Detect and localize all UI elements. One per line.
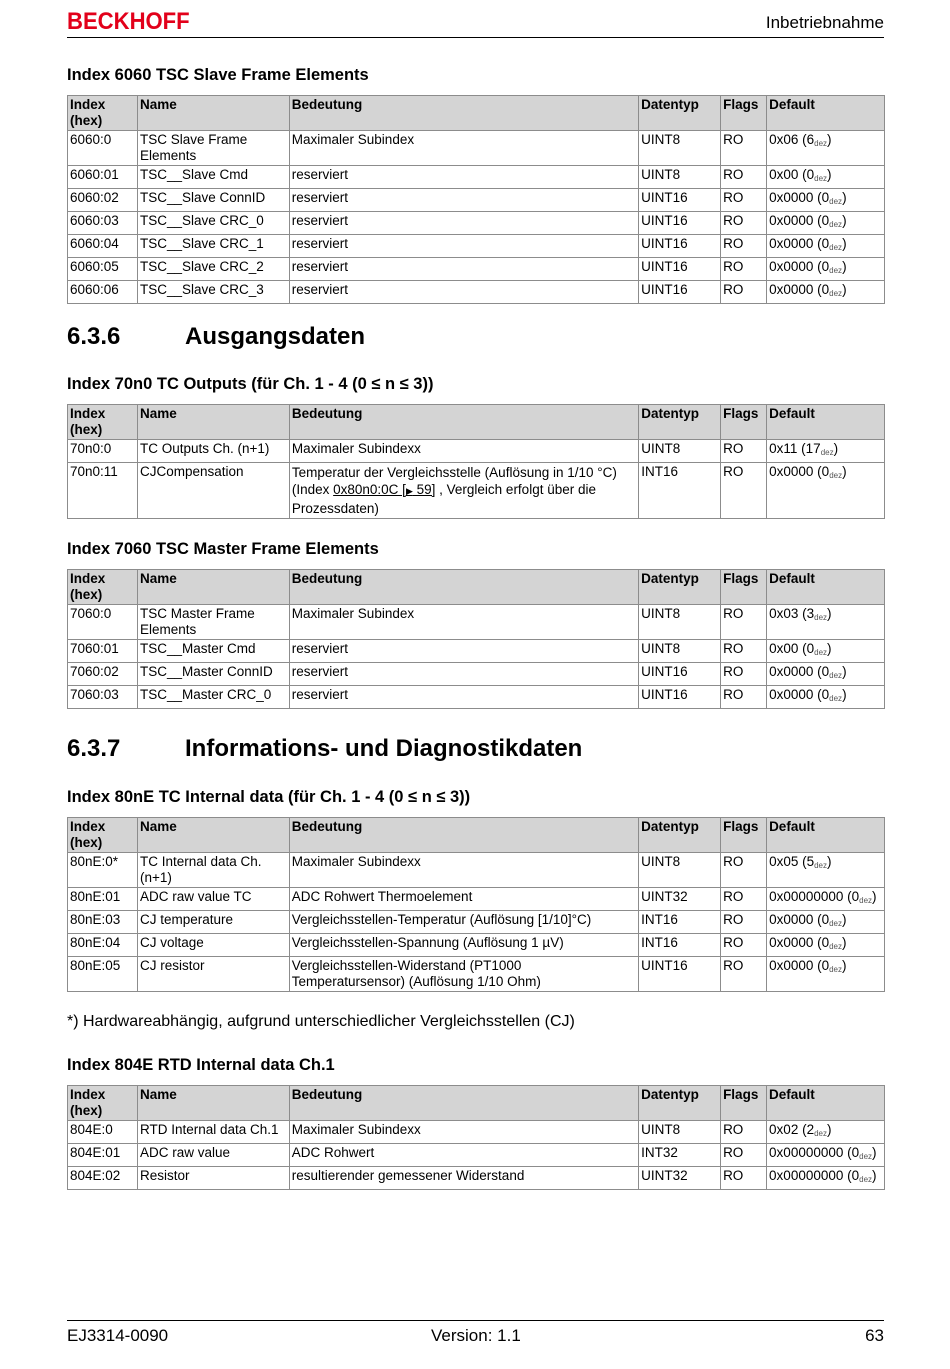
cell-desc xyxy=(289,463,638,519)
default-value: 0x06 (6 xyxy=(769,132,815,147)
col-name: Name xyxy=(137,96,289,131)
table-row xyxy=(68,853,885,888)
table-header-row xyxy=(68,96,885,131)
cell-default xyxy=(767,888,885,911)
cell-default xyxy=(767,1144,885,1167)
cell-name: TSC Master Frame Elements xyxy=(137,605,289,640)
section-heading-diagnostikdaten xyxy=(67,735,582,763)
default-value: 0x0000 (0 xyxy=(769,687,830,702)
table-header-row xyxy=(68,1086,885,1121)
footer-version: Version: 1.1 xyxy=(431,1326,521,1345)
default-close: ) xyxy=(842,935,847,950)
default-value: 0x00 (0 xyxy=(769,167,815,182)
section-title: Informations- und Diagnostikdaten xyxy=(185,735,583,762)
cell-default xyxy=(767,663,885,686)
col-default: Default xyxy=(767,818,885,853)
table-row xyxy=(68,281,885,304)
col-name: Name xyxy=(137,1086,289,1121)
col-name: Name xyxy=(137,405,289,440)
default-close: ) xyxy=(872,1168,877,1183)
cell-default xyxy=(767,1121,885,1144)
table-6060 xyxy=(67,95,885,304)
table-row xyxy=(68,663,885,686)
cell-type: UINT32 xyxy=(639,1167,721,1190)
cell-default xyxy=(767,686,885,709)
table-row xyxy=(68,640,885,663)
cell-name: TSC__Slave CRC_0 xyxy=(137,212,289,235)
col-bedeutung: Bedeutung xyxy=(289,405,638,440)
default-unit: dez xyxy=(814,613,828,622)
footer-divider xyxy=(67,1320,884,1321)
col-datentyp: Datentyp xyxy=(639,570,721,605)
cell-flags: RO xyxy=(721,281,767,304)
table-header-row xyxy=(68,570,885,605)
table2-title: Index 70n0 TC Outputs (für Ch. 1 - 4 (0 ≤ n ≤ 3)) xyxy=(67,375,434,393)
index-link[interactable] xyxy=(333,482,435,497)
footer-document-id: EJ3314-0090 xyxy=(67,1326,169,1345)
cell-flags: RO xyxy=(721,212,767,235)
cell-flags: RO xyxy=(721,957,767,992)
default-close: ) xyxy=(827,606,832,621)
default-unit: dez xyxy=(829,965,843,974)
cell-index: 6060:06 xyxy=(68,281,138,304)
cell-index: 70n0:0 xyxy=(68,440,138,463)
cell-flags: RO xyxy=(721,663,767,686)
table-804E xyxy=(67,1085,885,1190)
cell-name: TSC Slave Frame Elements xyxy=(137,131,289,166)
cell-desc: resultierender gemessener Widerstand xyxy=(289,1167,638,1190)
col-index: Index (hex) xyxy=(68,405,138,440)
col-index: Index (hex) xyxy=(68,1086,138,1121)
default-close: ) xyxy=(842,687,847,702)
cell-index: 6060:0 xyxy=(68,131,138,166)
default-unit: dez xyxy=(820,448,834,457)
table-row xyxy=(68,957,885,992)
cell-flags: RO xyxy=(721,640,767,663)
default-value: 0x02 (2 xyxy=(769,1122,815,1137)
cell-index: 80nE:0* xyxy=(68,853,138,888)
default-close: ) xyxy=(827,132,832,147)
default-unit: dez xyxy=(829,694,843,703)
cell-name: TC Internal data Ch. (n+1) xyxy=(137,853,289,888)
default-close: ) xyxy=(827,167,832,182)
table-header-row xyxy=(68,405,885,440)
col-flags: Flags xyxy=(721,405,767,440)
cell-index: 6060:05 xyxy=(68,258,138,281)
default-value: 0x0000 (0 xyxy=(769,259,830,274)
cell-default xyxy=(767,605,885,640)
default-value: 0x11 (17 xyxy=(769,441,821,456)
cell-type: UINT16 xyxy=(639,189,721,212)
table-row xyxy=(68,686,885,709)
col-bedeutung: Bedeutung xyxy=(289,1086,638,1121)
cell-type: UINT8 xyxy=(639,853,721,888)
cell-type: INT16 xyxy=(639,911,721,934)
default-unit: dez xyxy=(829,942,843,951)
col-index: Index (hex) xyxy=(68,818,138,853)
default-close: ) xyxy=(842,282,847,297)
default-value: 0x00000000 (0 xyxy=(769,1168,860,1183)
desc-text: Temperatur der Vergleichsstelle (Auflösung in 1/10 °C) xyxy=(291,465,617,480)
cell-name: TSC__Slave ConnID xyxy=(137,189,289,212)
default-close: ) xyxy=(872,889,877,904)
section-number: 6.3.7 xyxy=(67,735,121,762)
cell-type: INT32 xyxy=(639,1144,721,1167)
cell-flags: RO xyxy=(721,440,767,463)
cell-flags: RO xyxy=(721,686,767,709)
default-close: ) xyxy=(842,190,847,205)
cell-type: UINT16 xyxy=(639,663,721,686)
col-flags: Flags xyxy=(721,818,767,853)
desc-text: (Index xyxy=(291,482,334,497)
cell-type: UINT16 xyxy=(639,686,721,709)
cell-type: UINT8 xyxy=(639,131,721,166)
cell-desc: reserviert xyxy=(289,686,638,709)
desc-text: , Vergleich erfolgt über die Prozessdaten) xyxy=(291,482,596,516)
table-row xyxy=(68,463,885,519)
col-name: Name xyxy=(137,570,289,605)
table-row xyxy=(68,934,885,957)
cell-type: INT16 xyxy=(639,463,721,519)
col-datentyp: Datentyp xyxy=(639,1086,721,1121)
arrow-right-icon: ▶ xyxy=(405,486,413,496)
default-unit: dez xyxy=(829,471,843,480)
table-header-row xyxy=(68,818,885,853)
cell-flags: RO xyxy=(721,131,767,166)
cell-flags: RO xyxy=(721,166,767,189)
default-close: ) xyxy=(842,236,847,251)
table-row xyxy=(68,235,885,258)
cell-type: UINT16 xyxy=(639,957,721,992)
table3-title: Index 7060 TSC Master Frame Elements xyxy=(67,540,379,558)
cell-index: 804E:01 xyxy=(68,1144,138,1167)
cell-default xyxy=(767,131,885,166)
cell-flags: RO xyxy=(721,934,767,957)
col-datentyp: Datentyp xyxy=(639,405,721,440)
cell-default xyxy=(767,934,885,957)
default-unit: dez xyxy=(859,1175,873,1184)
default-unit: dez xyxy=(829,243,843,252)
cell-index: 80nE:01 xyxy=(68,888,138,911)
cell-name: TSC__Slave CRC_3 xyxy=(137,281,289,304)
cell-name: Resistor xyxy=(137,1167,289,1190)
cell-default xyxy=(767,957,885,992)
cell-desc: reserviert xyxy=(289,212,638,235)
col-default: Default xyxy=(767,405,885,440)
cell-desc: ADC Rohwert xyxy=(289,1144,638,1167)
table-row xyxy=(68,1167,885,1190)
default-unit: dez xyxy=(814,861,827,870)
cell-default xyxy=(767,235,885,258)
cell-desc: Vergleichsstellen-Spannung (Auflösung 1 µV) xyxy=(289,934,638,957)
default-unit: dez xyxy=(814,139,828,148)
cell-default xyxy=(767,640,885,663)
cell-default xyxy=(767,258,885,281)
cell-name: RTD Internal data Ch.1 xyxy=(137,1121,289,1144)
cell-name: CJ voltage xyxy=(137,934,289,957)
default-value: 0x03 (3 xyxy=(769,606,815,621)
table-row xyxy=(68,888,885,911)
col-default: Default xyxy=(767,96,885,131)
cell-default xyxy=(767,166,885,189)
default-unit: dez xyxy=(829,220,843,229)
default-value: 0x0000 (0 xyxy=(769,464,830,479)
cell-name: TSC__Slave CRC_2 xyxy=(137,258,289,281)
cell-desc: Maximaler Subindexx xyxy=(289,440,638,463)
cell-index: 6060:01 xyxy=(68,166,138,189)
table-row xyxy=(68,131,885,166)
col-bedeutung: Bedeutung xyxy=(289,96,638,131)
cell-type: UINT32 xyxy=(639,888,721,911)
default-close: ) xyxy=(842,912,847,927)
cell-index: 7060:0 xyxy=(68,605,138,640)
cell-name: CJCompensation xyxy=(137,463,289,519)
default-unit: dez xyxy=(814,648,828,657)
cell-desc: reserviert xyxy=(289,166,638,189)
header-section-title: Inbetriebnahme xyxy=(765,13,884,32)
cell-name: TSC__Master Cmd xyxy=(137,640,289,663)
cell-index: 6060:02 xyxy=(68,189,138,212)
default-close: ) xyxy=(872,1145,877,1160)
table-row xyxy=(68,166,885,189)
cell-name: TSC__Master ConnID xyxy=(137,663,289,686)
cell-desc: reserviert xyxy=(289,281,638,304)
cell-default xyxy=(767,212,885,235)
default-unit: dez xyxy=(859,896,873,905)
table5-title: Index 804E RTD Internal data Ch.1 xyxy=(67,1056,335,1074)
table-row xyxy=(68,258,885,281)
cell-name: TC Outputs Ch. (n+1) xyxy=(137,440,289,463)
cell-flags: RO xyxy=(721,1144,767,1167)
cell-default xyxy=(767,911,885,934)
default-value: 0x0000 (0 xyxy=(769,282,830,297)
default-value: 0x0000 (0 xyxy=(769,935,830,950)
cell-type: INT16 xyxy=(639,934,721,957)
cell-desc: Vergleichsstellen-Temperatur (Auflösung [1/10]°C) xyxy=(289,911,638,934)
cell-index: 70n0:11 xyxy=(68,463,138,519)
col-flags: Flags xyxy=(721,1086,767,1121)
table-row xyxy=(68,911,885,934)
table-7060 xyxy=(67,569,885,709)
cell-flags: RO xyxy=(721,1121,767,1144)
cell-index: 7060:01 xyxy=(68,640,138,663)
section-number: 6.3.6 xyxy=(67,323,121,350)
cell-name: TSC__Slave CRC_1 xyxy=(137,235,289,258)
cell-default xyxy=(767,189,885,212)
default-unit: dez xyxy=(829,197,843,206)
cell-index: 7060:03 xyxy=(68,686,138,709)
cell-flags: RO xyxy=(721,853,767,888)
cell-flags: RO xyxy=(721,911,767,934)
header-divider xyxy=(67,37,884,38)
cell-flags: RO xyxy=(721,258,767,281)
default-value: 0x0000 (0 xyxy=(769,912,830,927)
cell-flags: RO xyxy=(721,463,767,519)
table4-title: Index 80nE TC Internal data (für Ch. 1 - 4 (0 ≤ n ≤ 3)) xyxy=(67,788,471,806)
table-80nE xyxy=(67,817,885,992)
link-page: 59] xyxy=(412,482,436,497)
default-value: 0x0000 (0 xyxy=(769,236,830,251)
section-heading-ausgangsdaten xyxy=(67,323,365,351)
default-unit: dez xyxy=(829,919,843,928)
table-70n0 xyxy=(67,404,885,519)
cell-type: UINT8 xyxy=(639,640,721,663)
table-row xyxy=(68,212,885,235)
cell-name: TSC__Slave Cmd xyxy=(137,166,289,189)
default-close: ) xyxy=(827,854,832,869)
cell-desc: Maximaler Subindexx xyxy=(289,1121,638,1144)
cell-desc: Maximaler Subindex xyxy=(289,131,638,166)
default-close: ) xyxy=(827,641,832,656)
cell-name: CJ resistor xyxy=(137,957,289,992)
default-unit: dez xyxy=(829,671,843,680)
default-value: 0x0000 (0 xyxy=(769,664,830,679)
default-unit: dez xyxy=(814,1129,827,1138)
cell-type: UINT8 xyxy=(639,1121,721,1144)
col-bedeutung: Bedeutung xyxy=(289,570,638,605)
col-datentyp: Datentyp xyxy=(639,96,721,131)
table1-title: Index 6060 TSC Slave Frame Elements xyxy=(67,66,369,84)
footer-page-number: 63 xyxy=(865,1326,884,1345)
section-title: Ausgangsdaten xyxy=(185,323,366,350)
cell-index: 7060:02 xyxy=(68,663,138,686)
cell-desc: reserviert xyxy=(289,258,638,281)
default-unit: dez xyxy=(859,1152,873,1161)
cell-type: UINT8 xyxy=(639,440,721,463)
table-row xyxy=(68,189,885,212)
default-close: ) xyxy=(842,259,847,274)
cell-default xyxy=(767,1167,885,1190)
default-close: ) xyxy=(842,958,847,973)
cell-desc: ADC Rohwert Thermoelement xyxy=(289,888,638,911)
table-row xyxy=(68,1121,885,1144)
cell-index: 804E:02 xyxy=(68,1167,138,1190)
cell-index: 804E:0 xyxy=(68,1121,138,1144)
default-close: ) xyxy=(842,664,847,679)
default-close: ) xyxy=(826,1122,832,1137)
default-value: 0x0000 (0 xyxy=(769,958,830,973)
cell-index: 6060:03 xyxy=(68,212,138,235)
beckhoff-logo: BECKHOFF xyxy=(67,8,190,35)
cell-index: 80nE:04 xyxy=(68,934,138,957)
default-value: 0x0000 (0 xyxy=(769,190,830,205)
cell-type: UINT16 xyxy=(639,212,721,235)
table-row xyxy=(68,440,885,463)
cell-index: 80nE:05 xyxy=(68,957,138,992)
default-value: 0x0000 (0 xyxy=(769,213,830,228)
cell-desc: Maximaler Subindexx xyxy=(289,853,638,888)
col-index: Index (hex) xyxy=(68,570,138,605)
cell-flags: RO xyxy=(721,1167,767,1190)
cell-type: UINT16 xyxy=(639,258,721,281)
default-close: ) xyxy=(833,441,839,456)
col-flags: Flags xyxy=(721,570,767,605)
cell-default xyxy=(767,463,885,519)
footnote: *) Hardwareabhängig, aufgrund unterschiedlicher Vergleichsstellen (CJ) xyxy=(67,1013,575,1030)
cell-index: 80nE:03 xyxy=(68,911,138,934)
col-default: Default xyxy=(767,1086,885,1121)
cell-desc: reserviert xyxy=(289,663,638,686)
col-bedeutung: Bedeutung xyxy=(289,818,638,853)
col-index: Index (hex) xyxy=(68,96,138,131)
cell-default xyxy=(767,440,885,463)
cell-flags: RO xyxy=(721,235,767,258)
cell-flags: RO xyxy=(721,189,767,212)
default-unit: dez xyxy=(814,174,828,183)
cell-name: CJ temperature xyxy=(137,911,289,934)
cell-type: UINT16 xyxy=(639,281,721,304)
default-close: ) xyxy=(842,213,847,228)
cell-name: TSC__Master CRC_0 xyxy=(137,686,289,709)
default-value: 0x00000000 (0 xyxy=(769,889,860,904)
col-default: Default xyxy=(767,570,885,605)
cell-name: ADC raw value xyxy=(137,1144,289,1167)
default-value: 0x00000000 (0 xyxy=(769,1145,860,1160)
cell-desc: reserviert xyxy=(289,235,638,258)
cell-desc: Maximaler Subindex xyxy=(289,605,638,640)
col-datentyp: Datentyp xyxy=(639,818,721,853)
cell-desc: Vergleichsstellen-Widerstand (PT1000 Temperatursensor) (Auflösung 1/10 Ohm) xyxy=(289,957,638,992)
table-row xyxy=(68,1144,885,1167)
cell-desc: reserviert xyxy=(289,189,638,212)
cell-flags: RO xyxy=(721,888,767,911)
cell-type: UINT16 xyxy=(639,235,721,258)
default-close: ) xyxy=(842,464,847,479)
col-name: Name xyxy=(137,818,289,853)
default-value: 0x05 (5 xyxy=(769,854,815,869)
link-text: 0x80n0:0C [ xyxy=(333,482,406,497)
cell-index: 6060:04 xyxy=(68,235,138,258)
table-row xyxy=(68,605,885,640)
cell-default xyxy=(767,281,885,304)
cell-type: UINT8 xyxy=(639,166,721,189)
cell-type: UINT8 xyxy=(639,605,721,640)
default-unit: dez xyxy=(829,266,843,275)
default-value: 0x00 (0 xyxy=(769,641,815,656)
cell-desc: reserviert xyxy=(289,640,638,663)
col-flags: Flags xyxy=(721,96,767,131)
default-unit: dez xyxy=(829,289,843,298)
cell-name: ADC raw value TC xyxy=(137,888,289,911)
cell-default xyxy=(767,853,885,888)
cell-flags: RO xyxy=(721,605,767,640)
